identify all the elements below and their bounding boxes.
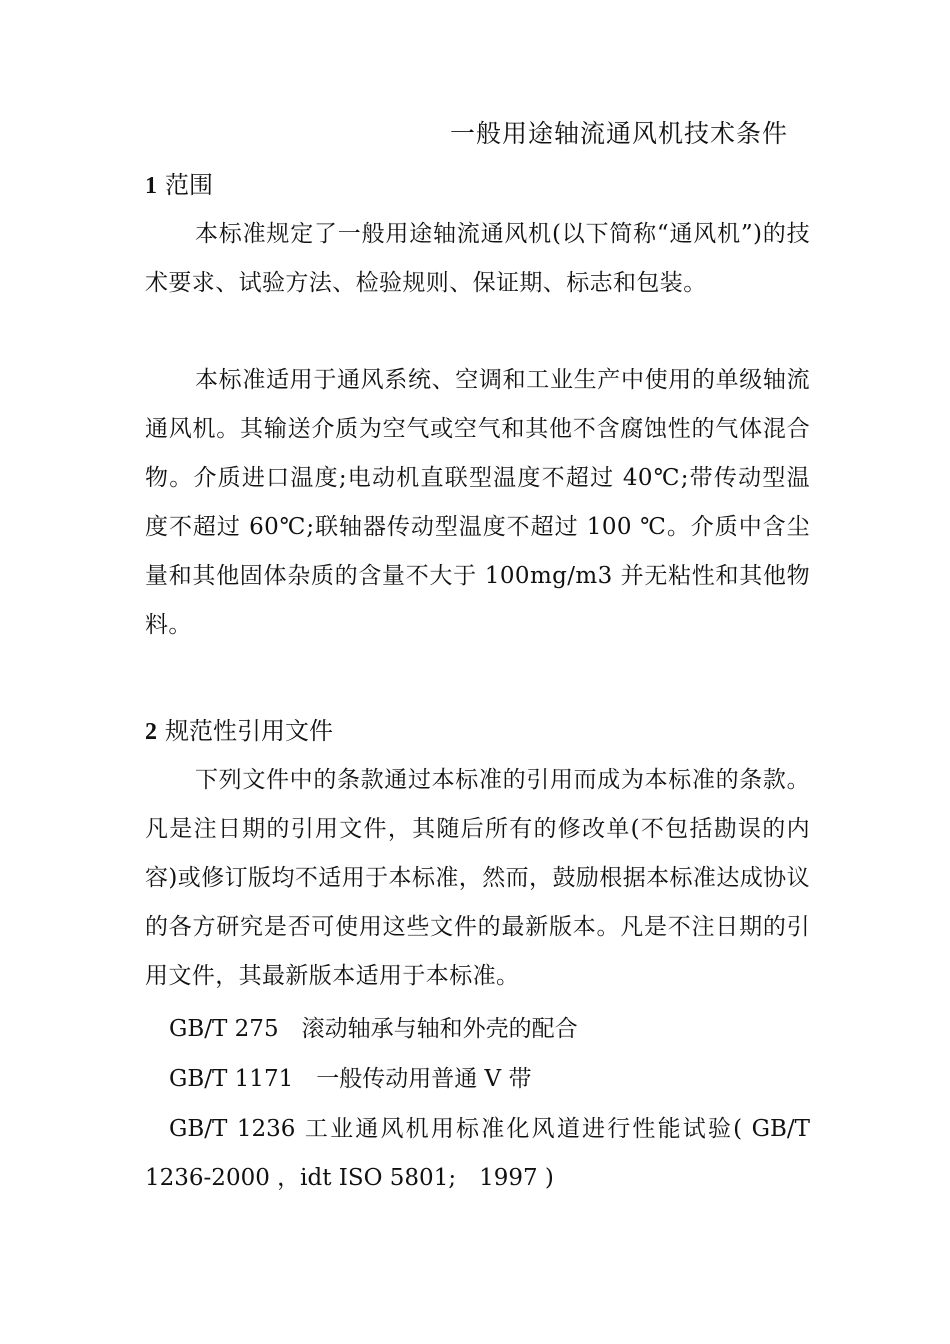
reference-item: GB/T 1171 一般传动用普通 V 带: [169, 1066, 532, 1092]
section-2-number: 2: [145, 719, 157, 745]
section-1-paragraph-2: 本标准适用于通风系统、空调和工业生产中使用的单级轴流通风机。其输送介质为空气或空气和其他不含腐蚀性的气体混合物。介质进口温度;电动机直联型温度不超过 40℃;带传动型温度不超过 60℃;联轴器传动型温度不超过 100 ℃。介质中含尘量和其他固体杂质的含量不大于 100mg/m3 并无粘性和其他物料。: [145, 367, 810, 638]
document-title: 一般用途轴流通风机技术条件: [450, 119, 789, 148]
section-1-number: 1: [145, 173, 157, 199]
section-1-heading: [145, 168, 213, 203]
section-2-paragraph-1: 下列文件中的条款通过本标准的引用而成为本标准的条款。凡是注日期的引用文件，其随后所有的修改单(不包括勘误的内容)或修订版均不适用于本标准，然而，鼓励根据本标准达成协议的各方研究是否可使用这些文件的最新版本。凡是不注日期的引用文件，其最新版本适用于本标准。: [145, 767, 810, 989]
reference-item: GB/T 275 滚动轴承与轴和外壳的配合: [169, 1016, 578, 1042]
section-1-paragraph-1: 本标准规定了一般用途轴流通风机(以下简称“通风机”)的技术要求、试验方法、检验规则、保证期、标志和包装。: [145, 221, 810, 296]
section-1-title: 范围: [165, 171, 213, 199]
section-2-heading: [145, 714, 333, 749]
section-2-title: 规范性引用文件: [165, 717, 333, 745]
reference-item: GB/T 1236 工业通风机用标准化风道进行性能试验( GB/T 1236-2000 ，idt ISO 5801; 1997 ): [145, 1116, 810, 1191]
